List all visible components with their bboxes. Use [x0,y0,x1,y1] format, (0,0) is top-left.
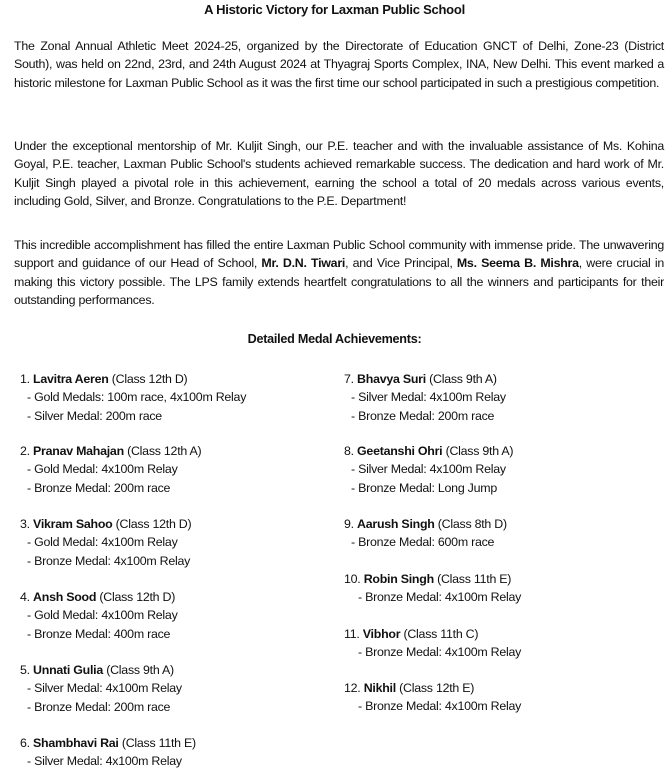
medal-line: - Gold Medals: 100m race, 4x100m Relay [27,390,247,405]
student-class: (Class 9th A) [445,444,514,458]
student-class: (Class 12th E) [399,681,475,695]
medal-line: - Silver Medal: 4x100m Relay [27,754,182,769]
entry-number: 4. [20,590,30,604]
entry-number: 2. [20,444,30,458]
student-class: (Class 11th E) [437,572,512,586]
entry-number: 10. [344,572,361,586]
list-item [344,679,521,716]
medal-line: - Silver Medal: 4x100m Relay [351,462,506,477]
head-of-school-name: Mr. D.N. Tiwari [261,256,346,271]
medal-line: - Gold Medal: 4x100m Relay [27,608,178,623]
medal-line: - Silver Medal: 4x100m Relay [27,681,182,696]
entry-number: 3. [20,517,30,531]
student-name: Geetanshi Ohri [357,444,443,458]
list-item [344,442,513,497]
entry-number: 8. [344,444,354,458]
entry-number: 11. [344,627,360,641]
student-class: (Class 11th C) [403,627,479,641]
student-class: (Class 12th D) [111,372,188,386]
list-item [344,625,521,662]
medal-line: - Bronze Medal: 4x100m Relay [358,590,522,605]
list-item [20,442,201,497]
student-name: Lavitra Aeren [33,372,109,386]
vice-principal-name: Ms. Seema B. Mishra [456,256,579,271]
paragraph-pride [14,236,664,309]
student-class: (Class 12th D) [99,590,176,604]
medal-line: - Bronze Medal: 200m race [351,408,495,423]
list-item [344,515,507,552]
list-item [20,588,178,643]
list-item [344,370,506,425]
medal-line: - Silver Medal: 4x100m Relay [351,390,506,405]
paragraph-mentorship: Under the exceptional mentorship of Mr. Kuljit Singh, our P.E. teacher and with the invaluable assistance of Ms. Kohina Goyal, P.E. teacher, Laxman Public School's students achieved remarkable success. The dedication and hard work of Mr. Kuljit Singh played a pivotal role in this achievement, earning the school a total of 20 medals across various events, including Gold, Silver, and Bronze. Congratulations to the P.E. Department! [14,139,664,208]
student-class: (Class 11th E) [121,736,196,750]
student-class: (Class 12th A) [127,444,202,458]
medal-line: - Bronze Medal: 400m race [27,626,171,641]
entry-number: 12. [344,681,361,695]
medal-line: - Bronze Medal: 200m race [27,699,171,714]
entry-number: 1. [20,372,30,386]
medal-section-title: Detailed Medal Achievements: [247,332,422,346]
paragraph-intro: The Zonal Annual Athletic Meet 2024-25, organized by the Directorate of Education GNCT of Delhi, Zone-23 (District South), was held on 22nd, 23rd, and 24th August 2024 at Thyagraj Sports Complex, INA, New Delhi. This event marked a historic milestone for Laxman Public School as it was the first time our school participated in such a prestigious competition. [14,39,664,90]
student-name: Vibhor [362,627,401,641]
paragraph-pride-part-c: , and Vice Principal, [345,256,457,271]
student-name: Aarush Singh [357,517,435,531]
student-name: Pranav Mahajan [33,444,124,458]
entry-number: 6. [20,736,30,750]
paragraph-pride-part-e: , were crucial in making this victory possible. The LPS family extends heartfelt congratulations to all the winners and participants for their outstanding performances. [14,256,665,307]
student-name: Bhavya Suri [357,372,426,386]
list-item [20,515,191,570]
student-name: Nikhil [363,681,396,695]
student-name: Shambhavi Rai [33,736,119,750]
paragraph-pride-part-a: This incredible accomplishment has filled the entire Laxman Public School community with immense pride. The unwavering support and guidance of our Head of School, [14,238,664,271]
medal-line: - Bronze Medal: 4x100m Relay [358,699,522,714]
medal-line: - Bronze Medal: 600m race [351,535,495,550]
medal-line: - Gold Medal: 4x100m Relay [27,535,178,550]
student-name: Vikram Sahoo [33,517,113,531]
medal-line: - Bronze Medal: 200m race [27,480,171,495]
medal-line: - Bronze Medal: Long Jump [351,480,497,495]
student-name: Robin Singh [363,572,434,586]
student-class: (Class 12th D) [115,517,192,531]
list-item [20,734,196,771]
entry-number: 7. [344,372,354,386]
entry-number: 9. [344,517,354,531]
document-title: A Historic Victory for Laxman Public School [204,2,465,17]
entry-number: 5. [20,663,30,677]
student-class: (Class 8th D) [437,517,507,531]
medal-line: - Gold Medal: 4x100m Relay [27,462,178,477]
medal-line: - Bronze Medal: 4x100m Relay [27,553,191,568]
student-class: (Class 9th A) [429,372,497,386]
student-name: Unnati Gulia [33,663,104,677]
medal-line: - Bronze Medal: 4x100m Relay [358,645,522,660]
list-item [344,570,521,607]
list-item [20,661,182,716]
medal-line: - Silver Medal: 200m race [27,408,162,423]
list-item [20,370,246,425]
student-class: (Class 9th A) [106,663,174,677]
student-name: Ansh Sood [33,590,97,604]
